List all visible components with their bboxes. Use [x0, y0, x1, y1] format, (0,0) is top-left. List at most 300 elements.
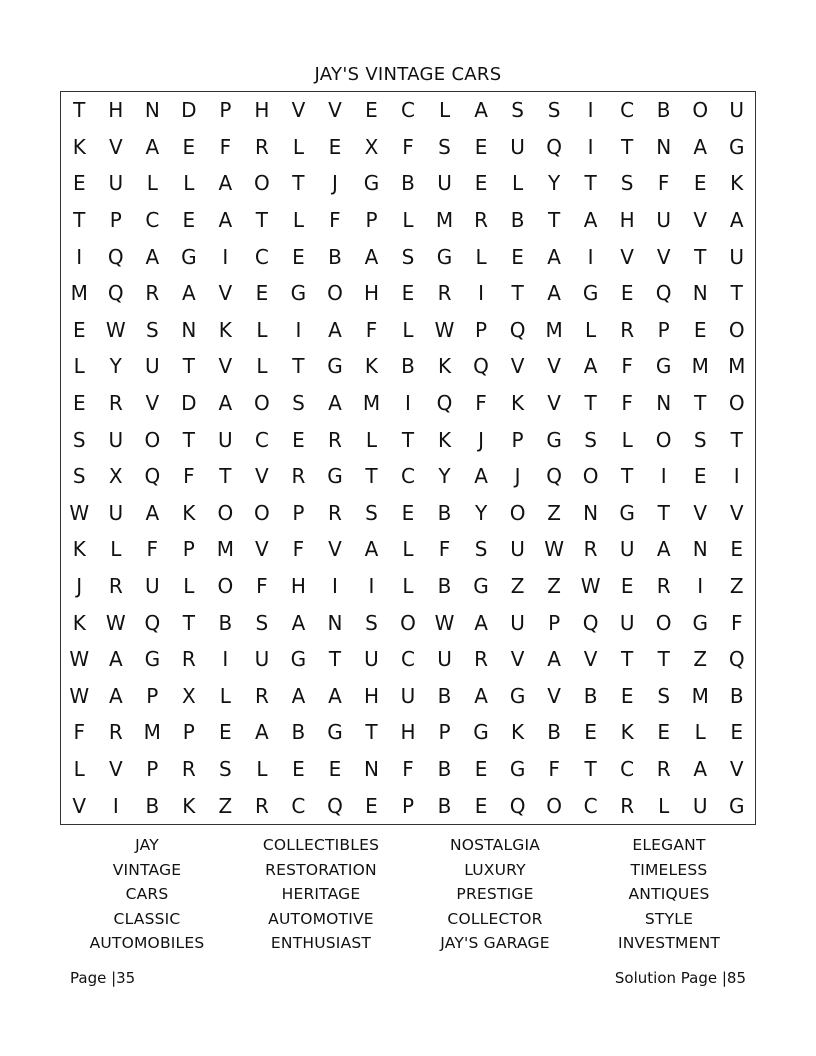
grid-letter: F: [621, 354, 633, 379]
grid-letter: P: [146, 757, 159, 782]
grid-letter: S: [255, 610, 269, 635]
grid-letter: Z: [510, 574, 525, 599]
grid-letter: R: [254, 793, 269, 818]
grid-letter: E: [730, 720, 744, 745]
grid-letter: P: [292, 500, 305, 525]
grid-letter: T: [584, 171, 597, 196]
grid-letter: S: [365, 500, 378, 525]
grid-letter: G: [327, 720, 343, 745]
grid-letter: O: [327, 281, 343, 306]
grid-letter: I: [733, 464, 740, 489]
grid-letter: G: [436, 244, 453, 269]
grid-letter: R: [145, 281, 160, 306]
grid-letter: F: [657, 171, 670, 196]
grid-letter: G: [290, 281, 307, 306]
grid-letter: S: [219, 757, 232, 782]
grid-letter: Q: [546, 134, 562, 159]
grid-letter: V: [108, 757, 123, 782]
word-list-item: JAY: [135, 836, 159, 854]
grid-letter: H: [363, 683, 379, 708]
grid-letter: G: [327, 354, 343, 379]
grid-letter: Q: [655, 281, 672, 306]
grid-letter: G: [692, 610, 708, 635]
grid-letter: I: [587, 98, 594, 123]
grid-letter: V: [145, 391, 160, 416]
grid-letter: I: [368, 574, 375, 599]
grid-letter: O: [582, 464, 599, 489]
grid-letter: U: [510, 537, 525, 562]
grid-letter: E: [328, 757, 342, 782]
word-list-item: ANTIQUES: [628, 885, 710, 903]
grid-letter: M: [143, 720, 161, 745]
grid-letter: W: [544, 537, 564, 562]
grid-letter: U: [218, 427, 233, 452]
grid-letter: S: [292, 391, 305, 416]
grid-letter: S: [511, 98, 524, 123]
grid-letter: A: [218, 171, 233, 196]
grid-letter: P: [146, 683, 159, 708]
grid-letter: F: [438, 537, 451, 562]
grid-letter: K: [72, 134, 86, 159]
grid-letter: G: [363, 171, 380, 196]
grid-letter: H: [619, 208, 635, 233]
grid-letter: N: [692, 281, 708, 306]
grid-letter: F: [402, 757, 414, 782]
grid-letter: W: [69, 500, 90, 525]
grid-letter: C: [254, 427, 269, 452]
grid-letter: E: [401, 281, 415, 306]
grid-letter: G: [582, 281, 599, 306]
grid-letter: T: [694, 391, 707, 416]
grid-letter: U: [510, 134, 525, 159]
grid-letter: L: [658, 793, 670, 818]
grid-letter: E: [401, 500, 415, 525]
grid-letter: R: [620, 317, 635, 342]
grid-letter: A: [291, 610, 306, 635]
grid-letter: A: [364, 244, 379, 269]
grid-letter: H: [254, 98, 270, 123]
grid-letter: P: [109, 208, 122, 233]
grid-letter: N: [327, 610, 343, 635]
grid-letter: V: [255, 537, 269, 562]
grid-letter: G: [509, 683, 526, 708]
grid-letter: A: [474, 98, 488, 123]
grid-letter: H: [400, 720, 416, 745]
grid-letter: C: [620, 98, 635, 123]
grid-letter: B: [401, 354, 415, 379]
grid-letter: S: [72, 427, 86, 452]
grid-letter: L: [438, 98, 451, 123]
grid-letter: F: [365, 317, 378, 342]
grid-letter: V: [108, 134, 123, 159]
grid-letter: Q: [107, 244, 124, 269]
grid-letter: V: [656, 244, 671, 269]
grid-letter: T: [401, 427, 415, 452]
grid-letter: R: [108, 391, 123, 416]
grid-letter: T: [621, 134, 634, 159]
grid-letter: M: [362, 391, 381, 416]
grid-letter: N: [656, 391, 672, 416]
grid-letter: S: [693, 427, 707, 452]
grid-letter: V: [72, 793, 87, 818]
grid-letter: P: [365, 208, 378, 233]
grid-letter: T: [584, 391, 597, 416]
grid-letter: I: [587, 244, 594, 269]
grid-letter: U: [144, 354, 160, 379]
grid-letter: E: [292, 427, 305, 452]
grid-letter: F: [475, 391, 487, 416]
grid-letter: K: [437, 427, 452, 452]
grid-letter: N: [144, 98, 160, 123]
grid-letter: I: [295, 317, 302, 342]
grid-letter: F: [402, 134, 414, 159]
solution-page-reference: Solution Page |85: [614, 969, 746, 987]
grid-letter: L: [402, 574, 414, 599]
grid-letter: S: [584, 427, 597, 452]
grid-letter: Z: [693, 647, 708, 672]
grid-letter: A: [218, 208, 233, 233]
grid-letter: L: [292, 134, 304, 159]
grid-letter: V: [547, 683, 561, 708]
grid-letter: F: [73, 720, 86, 745]
grid-letter: U: [619, 610, 635, 635]
grid-letter: E: [474, 757, 488, 782]
grid-letter: N: [181, 317, 197, 342]
grid-letter: A: [583, 208, 598, 233]
grid-letter: M: [728, 354, 746, 379]
grid-letter: E: [72, 391, 86, 416]
grid-letter: T: [292, 171, 305, 196]
grid-letter: I: [76, 244, 83, 269]
grid-letter: P: [401, 793, 415, 818]
grid-letter: E: [182, 208, 196, 233]
grid-letter: O: [655, 427, 672, 452]
grid-letter: Q: [546, 464, 562, 489]
grid-letter: R: [474, 208, 488, 233]
grid-letter: T: [547, 208, 561, 233]
grid-letter: U: [254, 647, 270, 672]
grid-letter: T: [730, 281, 743, 306]
grid-letter: E: [219, 720, 232, 745]
grid-letter: L: [73, 354, 85, 379]
grid-letter: A: [729, 208, 744, 233]
grid-letter: M: [545, 317, 563, 342]
grid-letter: L: [402, 208, 414, 233]
grid-letter: F: [730, 610, 743, 635]
letter-grid: [60, 91, 756, 825]
grid-letter: C: [401, 647, 415, 672]
grid-letter: C: [254, 244, 269, 269]
grid-letter: K: [364, 354, 379, 379]
grid-letter: T: [694, 244, 707, 269]
grid-letter: N: [363, 757, 379, 782]
grid-letter: C: [145, 208, 160, 233]
word-list-item: CLASSIC: [113, 909, 181, 928]
grid-letter: L: [402, 317, 414, 342]
grid-letter: J: [478, 427, 484, 452]
grid-letter: O: [728, 317, 745, 342]
grid-letter: G: [327, 464, 343, 489]
grid-letter: A: [474, 683, 488, 708]
grid-letter: E: [620, 683, 634, 708]
grid-letter: E: [474, 134, 488, 159]
grid-letter: U: [692, 793, 708, 818]
grid-letter: T: [657, 500, 670, 525]
grid-letter: L: [73, 757, 85, 782]
grid-letter: O: [217, 500, 234, 525]
grid-letter: O: [400, 610, 416, 635]
grid-letter: O: [692, 98, 709, 123]
grid-letter: R: [108, 720, 123, 745]
grid-letter: U: [108, 427, 124, 452]
grid-letter: T: [255, 208, 268, 233]
grid-letter: L: [511, 171, 524, 196]
grid-letter: L: [256, 757, 268, 782]
grid-letter: K: [182, 500, 196, 525]
grid-letter: A: [583, 354, 598, 379]
grid-letter: Z: [547, 574, 561, 599]
grid-letter: B: [729, 683, 744, 708]
word-list-item: NOSTALGIA: [449, 836, 541, 854]
grid-letter: V: [583, 647, 598, 672]
grid-letter: V: [510, 354, 525, 379]
word-list-item: JAY'S GARAGE: [440, 934, 550, 952]
grid-letter: U: [619, 537, 635, 562]
grid-letter: V: [693, 500, 708, 525]
grid-letter: A: [145, 500, 160, 525]
word-list-item: COLLECTIBLES: [262, 836, 380, 854]
grid-letter: O: [254, 171, 270, 196]
grid-letter: A: [656, 537, 671, 562]
grid-letter: B: [145, 793, 160, 818]
grid-letter: H: [290, 574, 306, 599]
grid-letter: B: [437, 500, 452, 525]
grid-letter: F: [219, 134, 232, 159]
grid-letter: U: [656, 208, 671, 233]
grid-letter: A: [693, 757, 708, 782]
grid-letter: V: [729, 757, 744, 782]
grid-letter: T: [584, 757, 597, 782]
grid-letter: R: [181, 757, 196, 782]
grid-letter: A: [547, 647, 561, 672]
grid-letter: R: [474, 647, 488, 672]
grid-letter: X: [364, 134, 379, 159]
grid-letter: I: [112, 793, 119, 818]
grid-letter: G: [728, 134, 745, 159]
grid-letter: M: [70, 281, 88, 306]
grid-letter: I: [331, 574, 338, 599]
grid-letter: A: [364, 537, 379, 562]
grid-letter: B: [437, 793, 452, 818]
grid-letter: F: [621, 391, 633, 416]
grid-letter: V: [620, 244, 634, 269]
grid-letter: L: [183, 574, 195, 599]
grid-letter: E: [511, 244, 524, 269]
grid-letter: S: [438, 134, 451, 159]
grid-letter: R: [583, 537, 598, 562]
grid-letter: E: [292, 244, 305, 269]
grid-letter: U: [437, 171, 452, 196]
grid-letter: Q: [144, 610, 161, 635]
grid-letter: C: [620, 757, 635, 782]
grid-letter: V: [510, 647, 525, 672]
grid-letter: A: [145, 244, 160, 269]
grid-letter: O: [254, 500, 270, 525]
grid-letter: P: [182, 720, 195, 745]
grid-letter: K: [218, 317, 232, 342]
grid-letter: R: [254, 134, 269, 159]
grid-letter: K: [511, 720, 525, 745]
grid-letter: A: [474, 610, 488, 635]
grid-letter: Q: [509, 317, 526, 342]
grid-letter: H: [363, 281, 379, 306]
grid-letter: B: [437, 757, 452, 782]
grid-letter: I: [405, 391, 411, 416]
grid-letter: G: [181, 244, 197, 269]
grid-letter: D: [181, 98, 197, 123]
grid-letter: P: [657, 317, 670, 342]
grid-letter: L: [365, 427, 378, 452]
grid-letter: A: [328, 317, 342, 342]
grid-letter: E: [657, 720, 670, 745]
grid-letter: J: [514, 464, 521, 489]
grid-letter: I: [697, 574, 704, 599]
grid-letter: N: [692, 537, 708, 562]
grid-letter: X: [181, 683, 196, 708]
grid-letter: E: [584, 720, 597, 745]
grid-letter: F: [183, 464, 195, 489]
grid-letter: L: [292, 208, 304, 233]
grid-letter: R: [656, 757, 671, 782]
grid-letter: U: [729, 98, 745, 123]
grid-letter: U: [510, 610, 525, 635]
word-list-item: COLLECTOR: [447, 909, 543, 928]
grid-letter: U: [108, 500, 124, 525]
grid-letter: E: [693, 171, 707, 196]
grid-letter: G: [546, 427, 562, 452]
grid-letter: L: [110, 537, 122, 562]
grid-letter: A: [218, 391, 233, 416]
grid-letter: W: [434, 317, 455, 342]
word-list-item: LUXURY: [464, 860, 526, 879]
grid-letter: V: [729, 500, 744, 525]
grid-letter: E: [474, 793, 488, 818]
grid-letter: G: [144, 647, 161, 672]
grid-letter: A: [693, 134, 708, 159]
grid-letter: R: [291, 464, 306, 489]
grid-letter: E: [730, 537, 744, 562]
word-list-item: STYLE: [644, 909, 694, 928]
grid-letter: L: [183, 171, 195, 196]
grid-letter: S: [365, 610, 378, 635]
grid-letter: Q: [107, 281, 124, 306]
grid-letter: E: [255, 281, 269, 306]
grid-letter: P: [438, 720, 451, 745]
grid-letter: R: [108, 574, 123, 599]
grid-letter: O: [254, 391, 270, 416]
grid-letter: K: [730, 171, 744, 196]
grid-letter: U: [437, 647, 452, 672]
word-list-item: AUTOMOTIVE: [268, 909, 374, 928]
grid-letter: B: [547, 720, 561, 745]
grid-letter: Q: [144, 464, 161, 489]
grid-letter: E: [693, 464, 707, 489]
grid-letter: G: [290, 647, 307, 672]
grid-letter: G: [473, 574, 489, 599]
grid-letter: B: [218, 610, 233, 635]
grid-letter: U: [729, 244, 745, 269]
grid-letter: T: [292, 354, 305, 379]
grid-letter: I: [222, 244, 229, 269]
grid-letter: I: [478, 281, 484, 306]
grid-letter: G: [473, 720, 489, 745]
grid-letter: B: [291, 720, 306, 745]
grid-letter: C: [583, 793, 598, 818]
grid-letter: R: [437, 281, 452, 306]
grid-letter: S: [657, 683, 671, 708]
grid-letter: F: [329, 208, 341, 233]
grid-letter: L: [621, 427, 633, 452]
grid-letter: K: [620, 720, 634, 745]
grid-letter: C: [291, 793, 306, 818]
grid-letter: B: [510, 208, 525, 233]
grid-letter: B: [401, 171, 415, 196]
grid-letter: R: [327, 500, 342, 525]
grid-letter: B: [328, 244, 342, 269]
grid-letter: R: [327, 427, 342, 452]
grid-letter: J: [331, 171, 338, 196]
grid-letter: W: [69, 647, 90, 672]
grid-letter: T: [182, 427, 195, 452]
word-list-item: INVESTMENT: [617, 934, 721, 952]
grid-letter: S: [547, 98, 561, 123]
grid-letter: T: [621, 464, 634, 489]
grid-letter: V: [693, 208, 708, 233]
grid-letter: K: [72, 610, 86, 635]
grid-letter: T: [328, 647, 342, 672]
grid-letter: M: [691, 354, 709, 379]
grid-letter: S: [401, 244, 415, 269]
grid-letter: C: [401, 464, 415, 489]
grid-letter: M: [691, 683, 709, 708]
grid-letter: V: [218, 281, 233, 306]
grid-letter: Z: [729, 574, 744, 599]
grid-letter: D: [181, 391, 197, 416]
grid-letter: P: [548, 610, 561, 635]
grid-letter: R: [656, 574, 671, 599]
grid-letter: Q: [327, 793, 343, 818]
grid-letter: A: [474, 464, 488, 489]
grid-letter: L: [219, 683, 231, 708]
grid-letter: N: [583, 500, 599, 525]
grid-letter: V: [328, 98, 342, 123]
grid-letter: H: [108, 98, 124, 123]
grid-letter: O: [655, 610, 672, 635]
puzzle-title: JAY'S VINTAGE CARS: [314, 64, 502, 85]
grid-letter: Q: [436, 391, 453, 416]
grid-letter: P: [182, 537, 195, 562]
grid-letter: E: [693, 317, 707, 342]
grid-letter: S: [145, 317, 159, 342]
grid-letter: A: [181, 281, 196, 306]
grid-letter: K: [72, 537, 86, 562]
grid-letter: T: [365, 720, 378, 745]
grid-letter: Y: [109, 354, 122, 379]
grid-letter: O: [144, 427, 161, 452]
grid-letter: N: [656, 134, 672, 159]
grid-letter: M: [435, 208, 454, 233]
grid-letter: W: [434, 610, 455, 635]
